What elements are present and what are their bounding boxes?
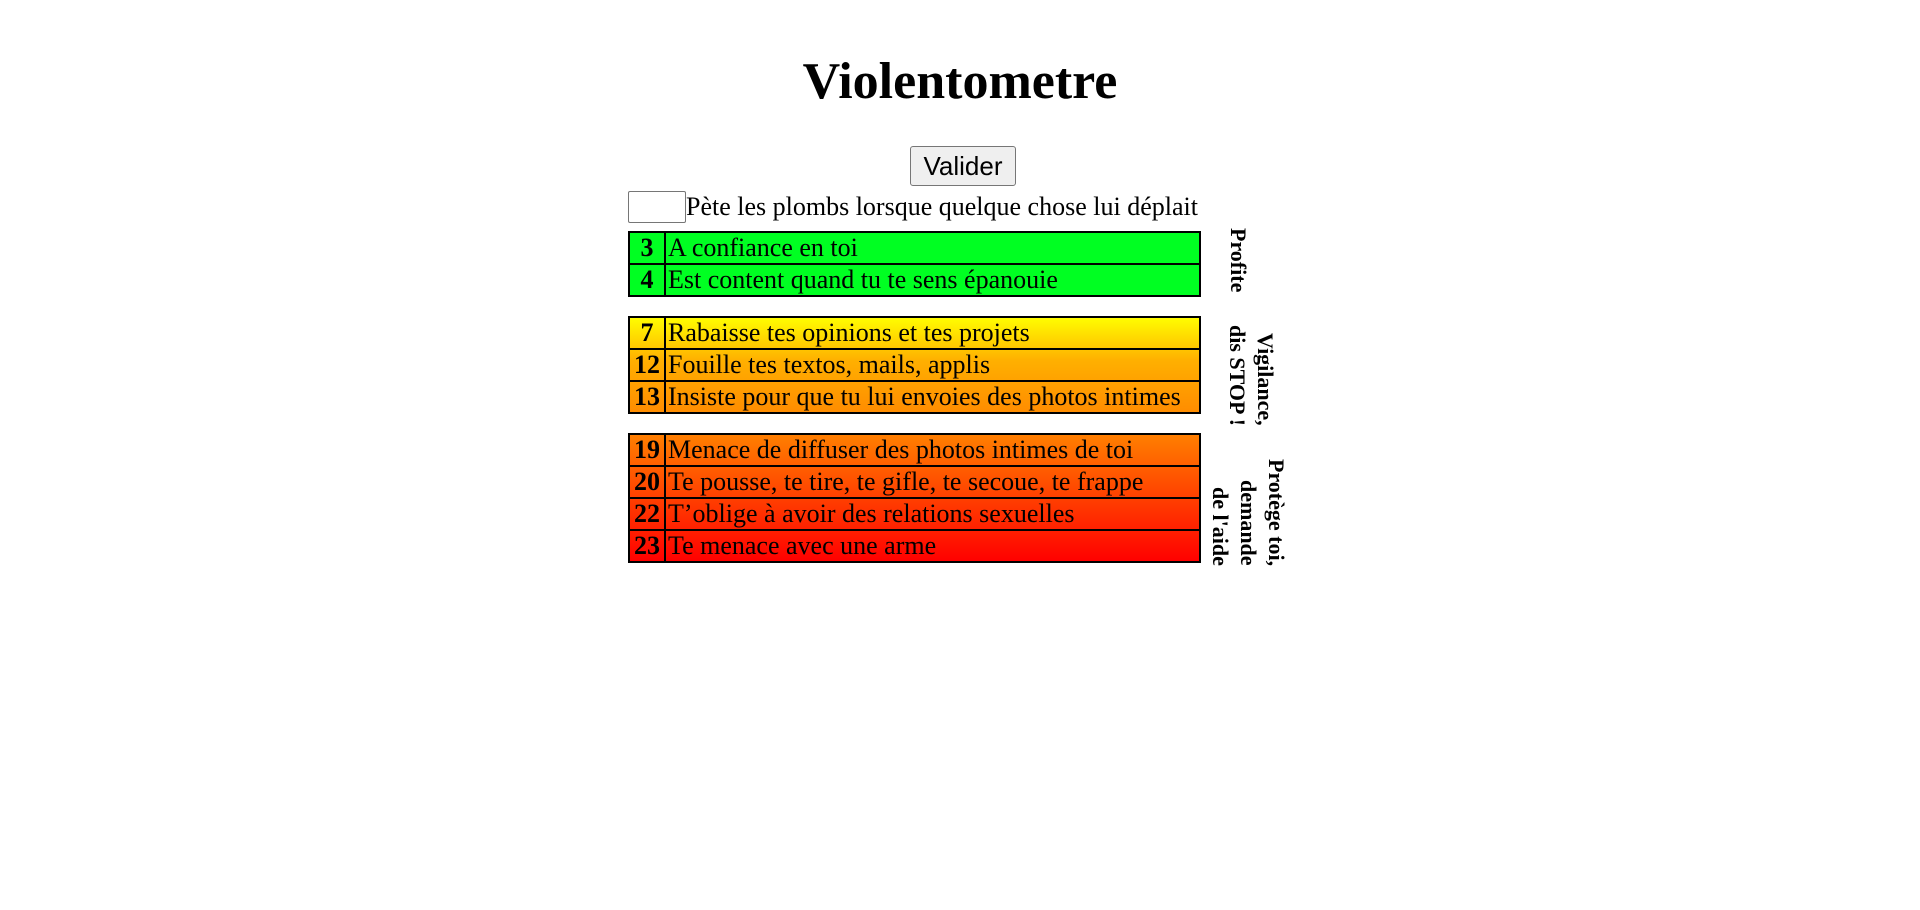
- red-zone-label: [1206, 436, 1290, 566]
- row-text: Te pousse, te tire, te gifle, te secoue, te frappe: [665, 466, 1200, 498]
- table-row: [629, 381, 1200, 413]
- green-group-table: [628, 231, 1201, 297]
- yellow-zone-label: [1223, 230, 1279, 426]
- yellow-zone-label-line2: dis STOP !: [1225, 324, 1250, 426]
- row-text: T’oblige à avoir des relations sexuelles: [665, 498, 1200, 530]
- row-number: 7: [629, 317, 665, 349]
- row-text: Menace de diffuser des photos intimes de toi: [665, 434, 1200, 466]
- current-question: Pète les plombs lorsque quelque chose lui déplait: [686, 192, 1198, 221]
- yellow-group-table: [628, 316, 1201, 414]
- row-text: A confiance en toi: [665, 232, 1200, 264]
- table-row: [629, 232, 1200, 264]
- row-number: 12: [629, 349, 665, 381]
- table-row: [629, 434, 1200, 466]
- row-number: 23: [629, 530, 665, 562]
- row-text: Est content quand tu te sens épanouie: [665, 264, 1200, 296]
- row-text: Rabaisse tes opinions et tes projets: [665, 317, 1200, 349]
- row-number: 19: [629, 434, 665, 466]
- table-row: [629, 264, 1200, 296]
- green-zone-label-text: Profite: [1226, 228, 1251, 293]
- red-zone-label-line3: de l'aide: [1208, 487, 1233, 566]
- row-text: Insiste pour que tu lui envoies des photos intimes: [665, 381, 1200, 413]
- validate-button[interactable]: Valider: [910, 146, 1016, 186]
- answer-input[interactable]: [628, 191, 686, 223]
- table-row: [629, 317, 1200, 349]
- row-text: Te menace avec une arme: [665, 530, 1200, 562]
- table-row: [629, 498, 1200, 530]
- table-row: [629, 530, 1200, 562]
- red-zone-label-line2: demande: [1236, 480, 1261, 566]
- page-title: Violentometre: [802, 53, 1118, 110]
- question-row: [628, 189, 1198, 225]
- row-number: 3: [629, 232, 665, 264]
- row-number: 4: [629, 264, 665, 296]
- row-text: Fouille tes textos, mails, applis: [665, 349, 1200, 381]
- red-group-table: [628, 433, 1201, 563]
- row-number: 20: [629, 466, 665, 498]
- yellow-zone-label-line1: Vigilance,: [1253, 333, 1278, 426]
- row-number: 13: [629, 381, 665, 413]
- red-zone-label-line1: Protège toi,: [1264, 458, 1289, 566]
- table-row: [629, 466, 1200, 498]
- table-row: [629, 349, 1200, 381]
- row-number: 22: [629, 498, 665, 530]
